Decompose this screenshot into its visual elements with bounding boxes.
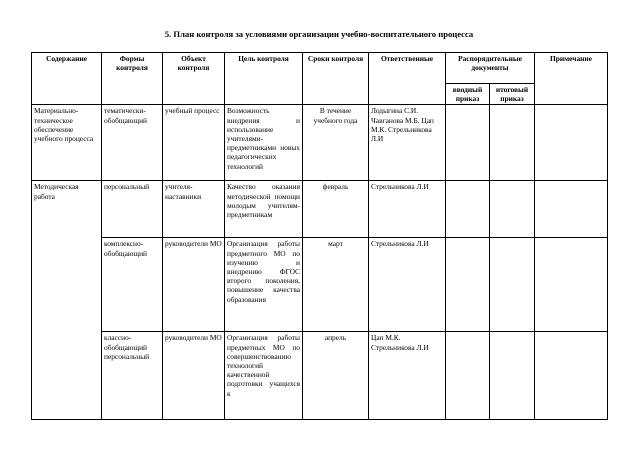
cell-form: комплексно-обобщающий [102,238,163,332]
table-row [32,238,608,332]
cell-responsible: Стрельникова Л.И [369,238,446,332]
cell-term: апрель [303,332,369,420]
cell-goal: Организация работы предметных МО по совершенствованию технологий качественной подготовки учащихся к [225,332,303,420]
cell-object: учителя-наставники [163,181,225,238]
table-row [32,105,608,181]
cell-term: февраль [303,181,369,238]
cell-form: персональный [102,181,163,238]
cell-object: руководители МО [163,238,225,332]
header-intro-order: вводный приказ [446,84,490,105]
header-responsible: Ответственные [369,53,446,105]
cell-final-order [490,181,535,238]
control-plan-table [31,52,608,420]
cell-form: классно-обобщающий персональный [102,332,163,420]
cell-responsible: Стрельникова Л.И [369,181,446,238]
cell-goal: Возможность внедрения и использование учителями-предметниками новых педагогических технологий [225,105,303,181]
table-row [32,332,608,420]
header-orders: Распорядительные документы [446,53,535,84]
header-note: Примечание [535,53,608,105]
cell-note [535,105,608,181]
cell-content: Материально-техническое обеспечение учебного процесса [32,105,102,181]
header-object: Объект контроля [163,53,225,105]
table-row [32,181,608,238]
cell-goal: Качество оказания методической помощи молодым учителям-предметникам [225,181,303,238]
header-forms: Формы контроля [102,53,163,105]
cell-form: тематически-обобщающий [102,105,163,181]
page-title: 5. План контроля за условиями организации учебно-воспитательного процесса [164,29,474,39]
cell-final-order [490,105,535,181]
header-goal: Цель контроля [225,53,303,105]
cell-content: Методическая работа [32,181,102,420]
cell-final-order [490,238,535,332]
cell-term: В течение учебного года [303,105,369,181]
header-content: Содержание [32,53,102,105]
cell-object: учебный процесс [163,105,225,181]
header-row [32,53,608,84]
cell-responsible: Цап М.К. Стрельникова Л.И [369,332,446,420]
cell-intro-order [446,332,490,420]
cell-intro-order [446,105,490,181]
cell-object: руководители МО [163,332,225,420]
cell-term: март [303,238,369,332]
header-terms: Сроки контроля [303,53,369,105]
cell-intro-order [446,181,490,238]
header-final-order: итоговый приказ [490,84,535,105]
cell-note [535,332,608,420]
cell-note [535,238,608,332]
cell-goal: Организация работы предметного МО по изучению и внедрению ФГОС второго поколения, повышение качества образования [225,238,303,332]
cell-responsible: Лодыгина С.И. Чавганова М.Б. Цап М.К. Стрельникова Л.И [369,105,446,181]
cell-intro-order [446,238,490,332]
cell-note [535,181,608,238]
cell-final-order [490,332,535,420]
